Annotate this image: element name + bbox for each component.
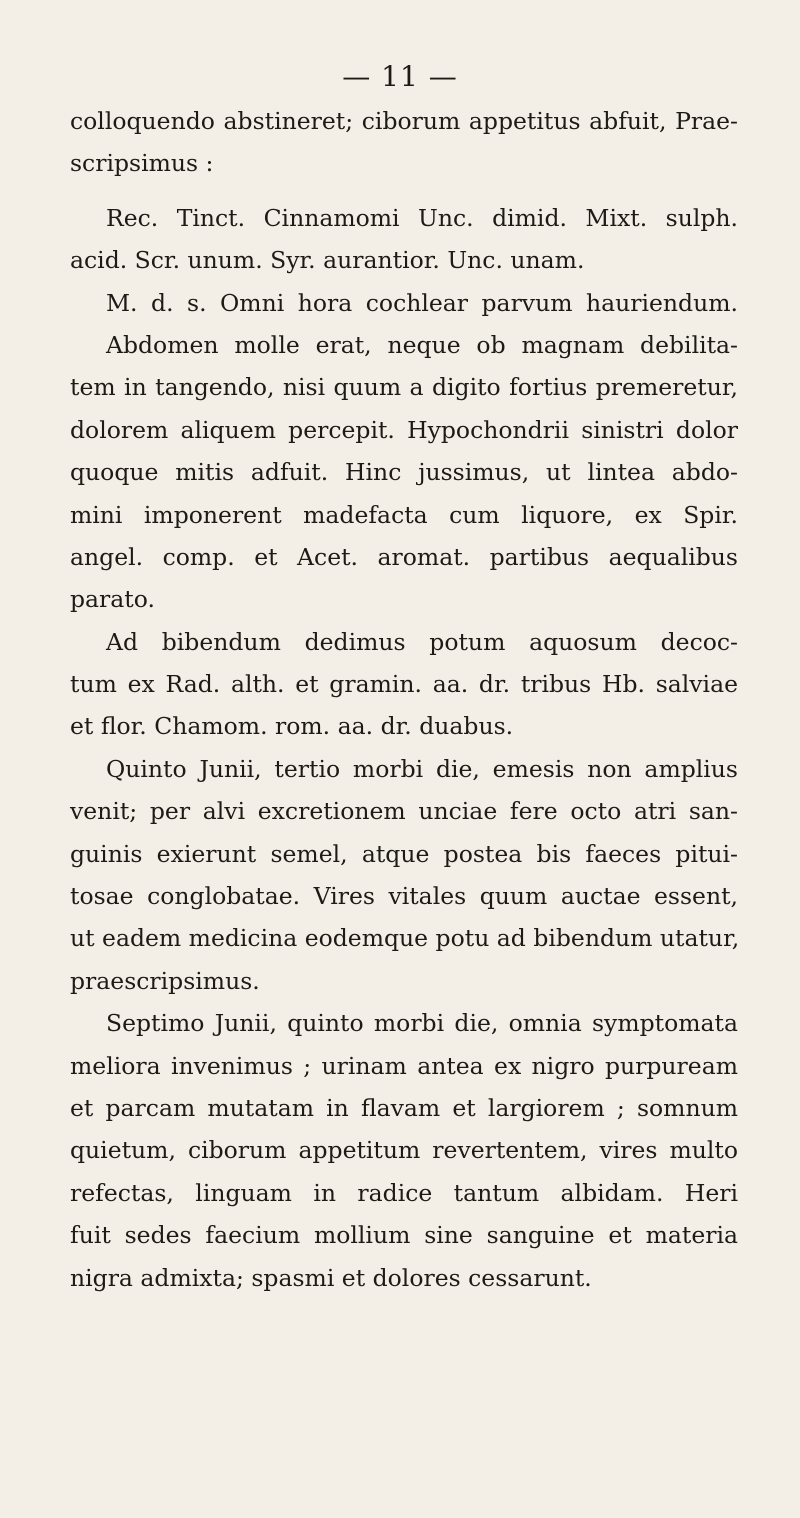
- body-text: [70, 100, 738, 1299]
- text-line: quoque mitis adfuit. Hinc jussimus, ut lintea abdo-: [70, 458, 738, 487]
- text-line: angel. comp. et Acet. aromat. partibus aequalibus: [70, 542, 738, 571]
- text-line: et parcam mutatam in flavam et largiorem ; somnum: [70, 1093, 738, 1122]
- page-number: — 11 —: [342, 60, 458, 93]
- text-line: scripsimus :: [70, 149, 214, 178]
- text-line: refectas, linguam in radice tantum albidam. Heri: [70, 1178, 738, 1207]
- text-line: colloquendo abstineret; ciborum appetitus abfuit, Prae-: [70, 107, 738, 135]
- text-line: venit; per alvi excretionem unciae fere octo atri san-: [70, 797, 738, 826]
- text-line: et flor. Chamom. rom. aa. dr. duabus.: [70, 712, 514, 741]
- text-line: meliora invenimus ; urinam antea ex nigro purpuream: [70, 1051, 738, 1080]
- text-line: tem in tangendo, nisi quum a digito fortius premeretur,: [70, 373, 738, 402]
- text-line: Septimo Junii, quinto morbi die, omnia symptomata: [106, 1009, 738, 1038]
- text-line: tosae conglobatae. Vires vitales quum auctae essent,: [70, 882, 738, 911]
- text-line: dolorem aliquem percepit. Hypochondrii sinistri dolor: [70, 415, 738, 444]
- line-spacer: [70, 185, 738, 197]
- text-line: fuit sedes faecium mollium sine sanguine et materia: [70, 1221, 738, 1250]
- text-line: nigra admixta; spasmi et dolores cessarunt.: [70, 1263, 592, 1292]
- text-line: praescripsimus.: [70, 966, 260, 995]
- text-line: acid. Scr. unum. Syr. aurantior. Unc. unam.: [70, 246, 585, 275]
- text-line: tum ex Rad. alth. et gramin. aa. dr. tribus Hb. salviae: [70, 670, 738, 699]
- text-line: Rec. Tinct. Cinnamomi Unc. dimid. Mixt. sulph.: [106, 203, 738, 232]
- text-line: M. d. s. Omni hora cochlear parvum hauriendum.: [106, 288, 738, 317]
- text-line: Abdomen molle erat, neque ob magnam debilita-: [106, 330, 738, 359]
- text-line: guinis exierunt semel, atque postea bis faeces pitui-: [70, 839, 738, 868]
- text-line: mini imponerent madefacta cum liquore, ex Spir.: [70, 500, 738, 529]
- text-line: ut eadem medicina eodemque potu ad bibendum utatur,: [70, 924, 740, 953]
- text-line: quietum, ciborum appetitum revertentem, vires multo: [70, 1136, 738, 1165]
- text-line: Ad bibendum dedimus potum aquosum decoc-: [106, 627, 738, 656]
- text-line: Quinto Junii, tertio morbi die, emesis non amplius: [106, 754, 738, 783]
- text-line: parato.: [70, 585, 155, 614]
